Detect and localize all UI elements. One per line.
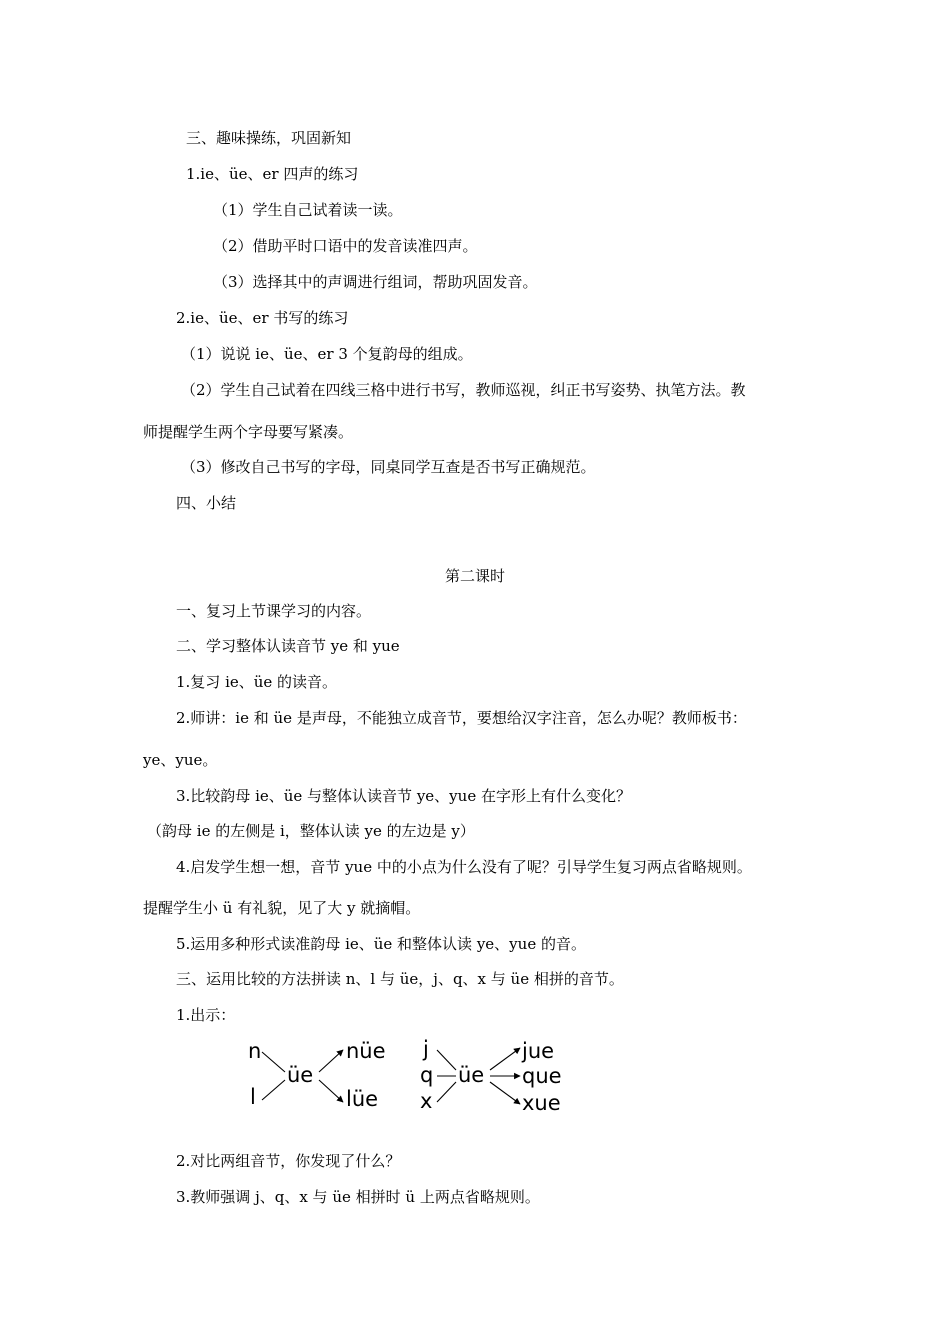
point-5: 5.运用多种形式读准韵母 ie、üe 和整体认读 ye、yue 的音。 bbox=[176, 935, 586, 953]
pinyin-diagram bbox=[230, 1030, 590, 1120]
item-1-sub-3: （3）选择其中的声调进行组词，帮助巩固发音。 bbox=[213, 273, 538, 291]
connector-l-line bbox=[262, 1080, 285, 1100]
lesson-title: 第二课时 bbox=[444, 567, 505, 585]
arrow-to-jue bbox=[490, 1048, 520, 1070]
item-2: 2.ie、üe、er 书写的练习 bbox=[176, 309, 349, 327]
point-4-line-2: 提醒学生小 ü 有礼貌，见了大 y 就摘帽。 bbox=[143, 899, 421, 917]
point-3-note: （韵母 ie 的左侧是 i，整体认读 ye 的左边是 y） bbox=[147, 822, 475, 840]
item-2-sub-2-line-1: （2）学生自己试着在四线三格中进行书写，教师巡视，纠正书写姿势、执笔方法。教 bbox=[181, 381, 746, 399]
question-2: 2.对比两组音节，你发现了什么？ bbox=[176, 1152, 401, 1170]
final-ue-2: üe bbox=[458, 1063, 485, 1087]
item-2-sub-2-line-2: 师提醒学生两个字母要写紧凑。 bbox=[143, 423, 354, 441]
item-2-sub-3: （3）修改自己书写的字母，同桌同学互查是否书写正确规范。 bbox=[181, 458, 596, 476]
initial-l: l bbox=[250, 1085, 256, 1109]
item-2-sub-1: （1）说说 ie、üe、er 3 个复韵母的组成。 bbox=[181, 345, 473, 363]
initial-j: j bbox=[423, 1037, 429, 1061]
question-1: 1.出示： bbox=[176, 1006, 236, 1024]
point-3: 3.比较韵母 ie、üe 与整体认读音节 ye、yue 在字形上有什么变化？ bbox=[176, 787, 631, 805]
initial-q: q bbox=[420, 1063, 434, 1087]
point-2-line-1: 2.师讲：ie 和 üe 是声母，不能独立成音节，要想给汉字注音，怎么办呢？教师板书： bbox=[176, 709, 747, 727]
item-1: 1.ie、üe、er 四声的练习 bbox=[186, 165, 359, 183]
connector-j-line bbox=[437, 1050, 456, 1070]
item-1-sub-1: （1）学生自己试着读一读。 bbox=[213, 201, 403, 219]
syllable-que: que bbox=[522, 1064, 562, 1088]
arrow-to-nue bbox=[319, 1050, 343, 1072]
item-1-sub-2: （2）借助平时口语中的发音读准四声。 bbox=[213, 237, 478, 255]
point-4-line-1: 4.启发学生想一想，音节 yue 中的小点为什么没有了呢？引导学生复习两点省略规则。 bbox=[176, 858, 752, 876]
section-3: 三、运用比较的方法拼读 n、l 与 üe，j、q、x 与 üe 相拼的音节。 bbox=[176, 970, 624, 988]
syllable-jue: jue bbox=[522, 1039, 555, 1063]
section-heading-3: 三、趣味操练，巩固新知 bbox=[186, 129, 352, 147]
connector-n-line bbox=[262, 1052, 285, 1072]
initial-n: n bbox=[248, 1039, 262, 1063]
section-2: 二、学习整体认读音节 ye 和 yue bbox=[176, 637, 400, 655]
section-1: 一、复习上节课学习的内容。 bbox=[176, 602, 372, 620]
syllable-lue: lüe bbox=[346, 1087, 379, 1111]
syllable-nue: nüe bbox=[346, 1039, 386, 1063]
connector-x-line bbox=[437, 1082, 456, 1102]
section-heading-4: 四、小结 bbox=[176, 494, 237, 512]
arrow-to-xue bbox=[490, 1082, 520, 1104]
initial-x: x bbox=[420, 1089, 433, 1113]
syllable-xue: xue bbox=[522, 1091, 561, 1115]
arrow-to-lue bbox=[319, 1080, 343, 1102]
final-ue-1: üe bbox=[287, 1063, 314, 1087]
question-3: 3.教师强调 j、q、x 与 üe 相拼时 ü 上两点省略规则。 bbox=[176, 1188, 540, 1206]
point-1: 1.复习 ie、üe 的读音。 bbox=[176, 673, 338, 691]
point-2-line-2: ye、yue。 bbox=[143, 751, 218, 769]
